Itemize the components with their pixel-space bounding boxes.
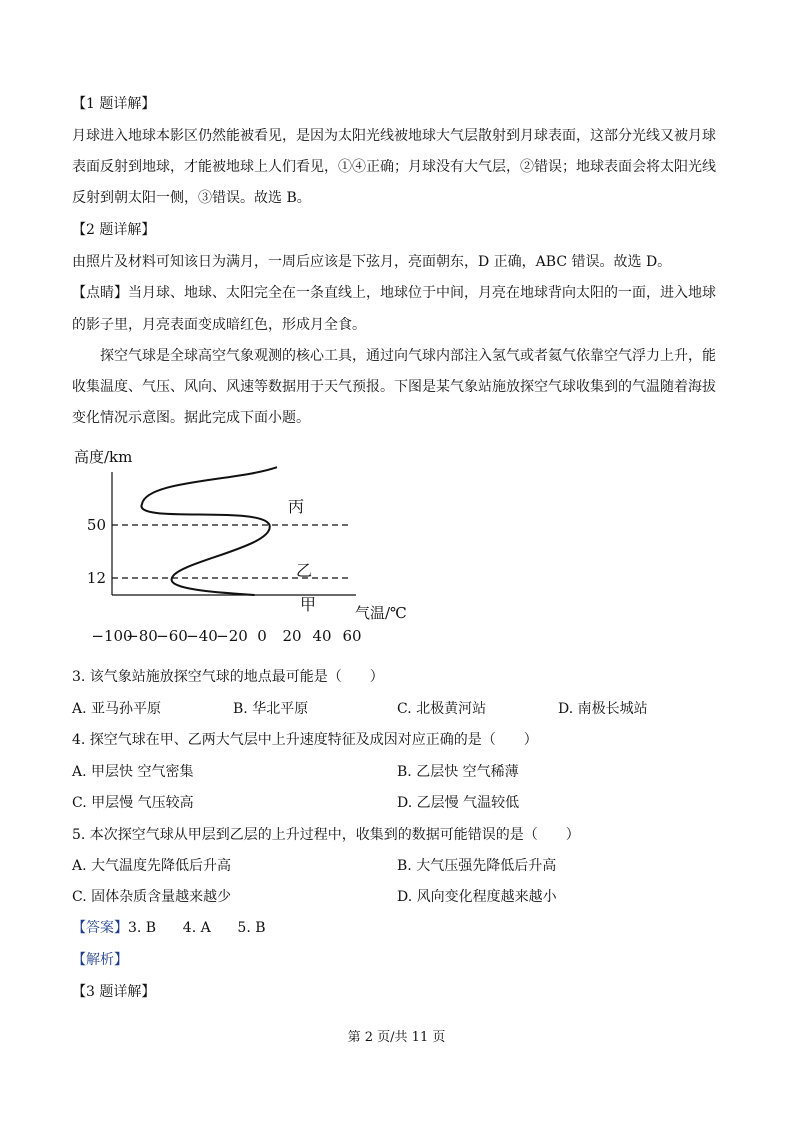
x-tick-label: 40 bbox=[312, 627, 332, 645]
temperature-curve bbox=[141, 467, 277, 595]
x-tick-label: 60 bbox=[342, 627, 362, 645]
x-tick-label: 0 bbox=[257, 627, 267, 645]
question-4-stem: 4. 探空气球在甲、乙两大气层中上升速度特征及成因对应正确的是（ ） bbox=[72, 732, 538, 748]
x-tick-label: −20 bbox=[216, 627, 248, 645]
x-axis-label: 气温/℃ bbox=[355, 604, 407, 622]
question-5-option-c: C. 固体杂质含量越来越少 bbox=[72, 889, 232, 905]
question-3-option-d: D. 南极长城站 bbox=[558, 701, 648, 717]
passage-line-3: 变化情况示意图。据此完成下面小题。 bbox=[72, 410, 310, 426]
tip-line-2: 的影子里，月亮表面变成暗红色，形成月全食。 bbox=[72, 317, 366, 333]
x-tick-label: −80 bbox=[126, 627, 158, 645]
question-4-option-d: D. 乙层慢 气温较低 bbox=[397, 795, 520, 811]
answer-line bbox=[72, 918, 266, 938]
layer-label-bing: 丙 bbox=[288, 497, 305, 516]
question-5-option-d: D. 风向变化程度越来越小 bbox=[397, 889, 557, 905]
tip-line-1: 【点睛】当月球、地球、太阳完全在一条直线上，地球位于中间，月亮在地球背向太阳的一面，进入地球 bbox=[72, 285, 716, 301]
answer-label: 【答案】 bbox=[72, 920, 128, 936]
x-tick-label: −100 bbox=[91, 627, 133, 645]
question-5-option-b: B. 大气压强先降低后升高 bbox=[397, 858, 557, 874]
x-tick-label: 20 bbox=[282, 627, 302, 645]
question-3-option-b: B. 华北平原 bbox=[233, 701, 309, 717]
q1-explanation-line-2: 表面反射到地球，才能被地球上人们看见，①④正确；月球没有大气层，②错误；地球表面会将太阳光线 bbox=[72, 159, 716, 175]
question-3-option-a: A. 亚马孙平原 bbox=[72, 701, 162, 717]
y-axis-label: 高度/km bbox=[74, 448, 133, 466]
layer-label-yi: 乙 bbox=[296, 561, 313, 580]
q1-heading: 【1 题详解】 bbox=[72, 96, 156, 112]
question-3-option-c: C. 北极黄河站 bbox=[397, 701, 487, 717]
q1-explanation-line-3: 反射到朝太阳一侧，③错误。故选 B。 bbox=[72, 190, 311, 206]
y-tick-label: 12 bbox=[86, 569, 106, 587]
question-4-option-a: A. 甲层快 空气密集 bbox=[72, 764, 194, 780]
x-tick-label: −60 bbox=[156, 627, 188, 645]
question-5-option-a: A. 大气温度先降低后升高 bbox=[72, 858, 232, 874]
question-4-option-c: C. 甲层慢 气压较高 bbox=[72, 795, 194, 811]
answer-text: 3. B 4. A 5. B bbox=[128, 920, 266, 936]
layer-label-jia: 甲 bbox=[300, 595, 317, 614]
q2-explanation: 由照片及材料可知该日为满月，一周后应该是下弦月，亮面朝东，D 正确，ABC 错误。故选 D。 bbox=[72, 254, 672, 270]
x-tick-label: −40 bbox=[186, 627, 218, 645]
y-tick-label: 50 bbox=[86, 516, 106, 534]
temperature-altitude-chart bbox=[60, 440, 420, 655]
passage-line-2: 收集温度、气压、风向、风速等数据用于天气预报。下图是某气象站施放探空气球收集到的气温随着海拔 bbox=[72, 379, 716, 395]
analysis-label: 【解析】 bbox=[72, 952, 128, 968]
q2-heading: 【2 题详解】 bbox=[72, 222, 156, 238]
q1-explanation-line-1: 月球进入地球本影区仍然能被看见，是因为太阳光线被地球大气层散射到月球表面，这部分光线又被月球 bbox=[72, 128, 716, 144]
passage-line-1: 探空气球是全球高空气象观测的核心工具，通过向气球内部注入氢气或者氦气依靠空气浮力上升，能 bbox=[100, 348, 716, 364]
q3-heading: 【3 题详解】 bbox=[72, 984, 156, 1000]
question-5-stem: 5. 本次探空气球从甲层到乙层的上升过程中，收集到的数据可能错误的是（ ） bbox=[72, 827, 580, 843]
question-4-option-b: B. 乙层快 空气稀薄 bbox=[397, 764, 519, 780]
question-3-stem: 3. 该气象站施放探空气球的地点最可能是（ ） bbox=[72, 669, 384, 685]
page-footer: 第 2 页/共 11 页 bbox=[347, 1030, 446, 1045]
